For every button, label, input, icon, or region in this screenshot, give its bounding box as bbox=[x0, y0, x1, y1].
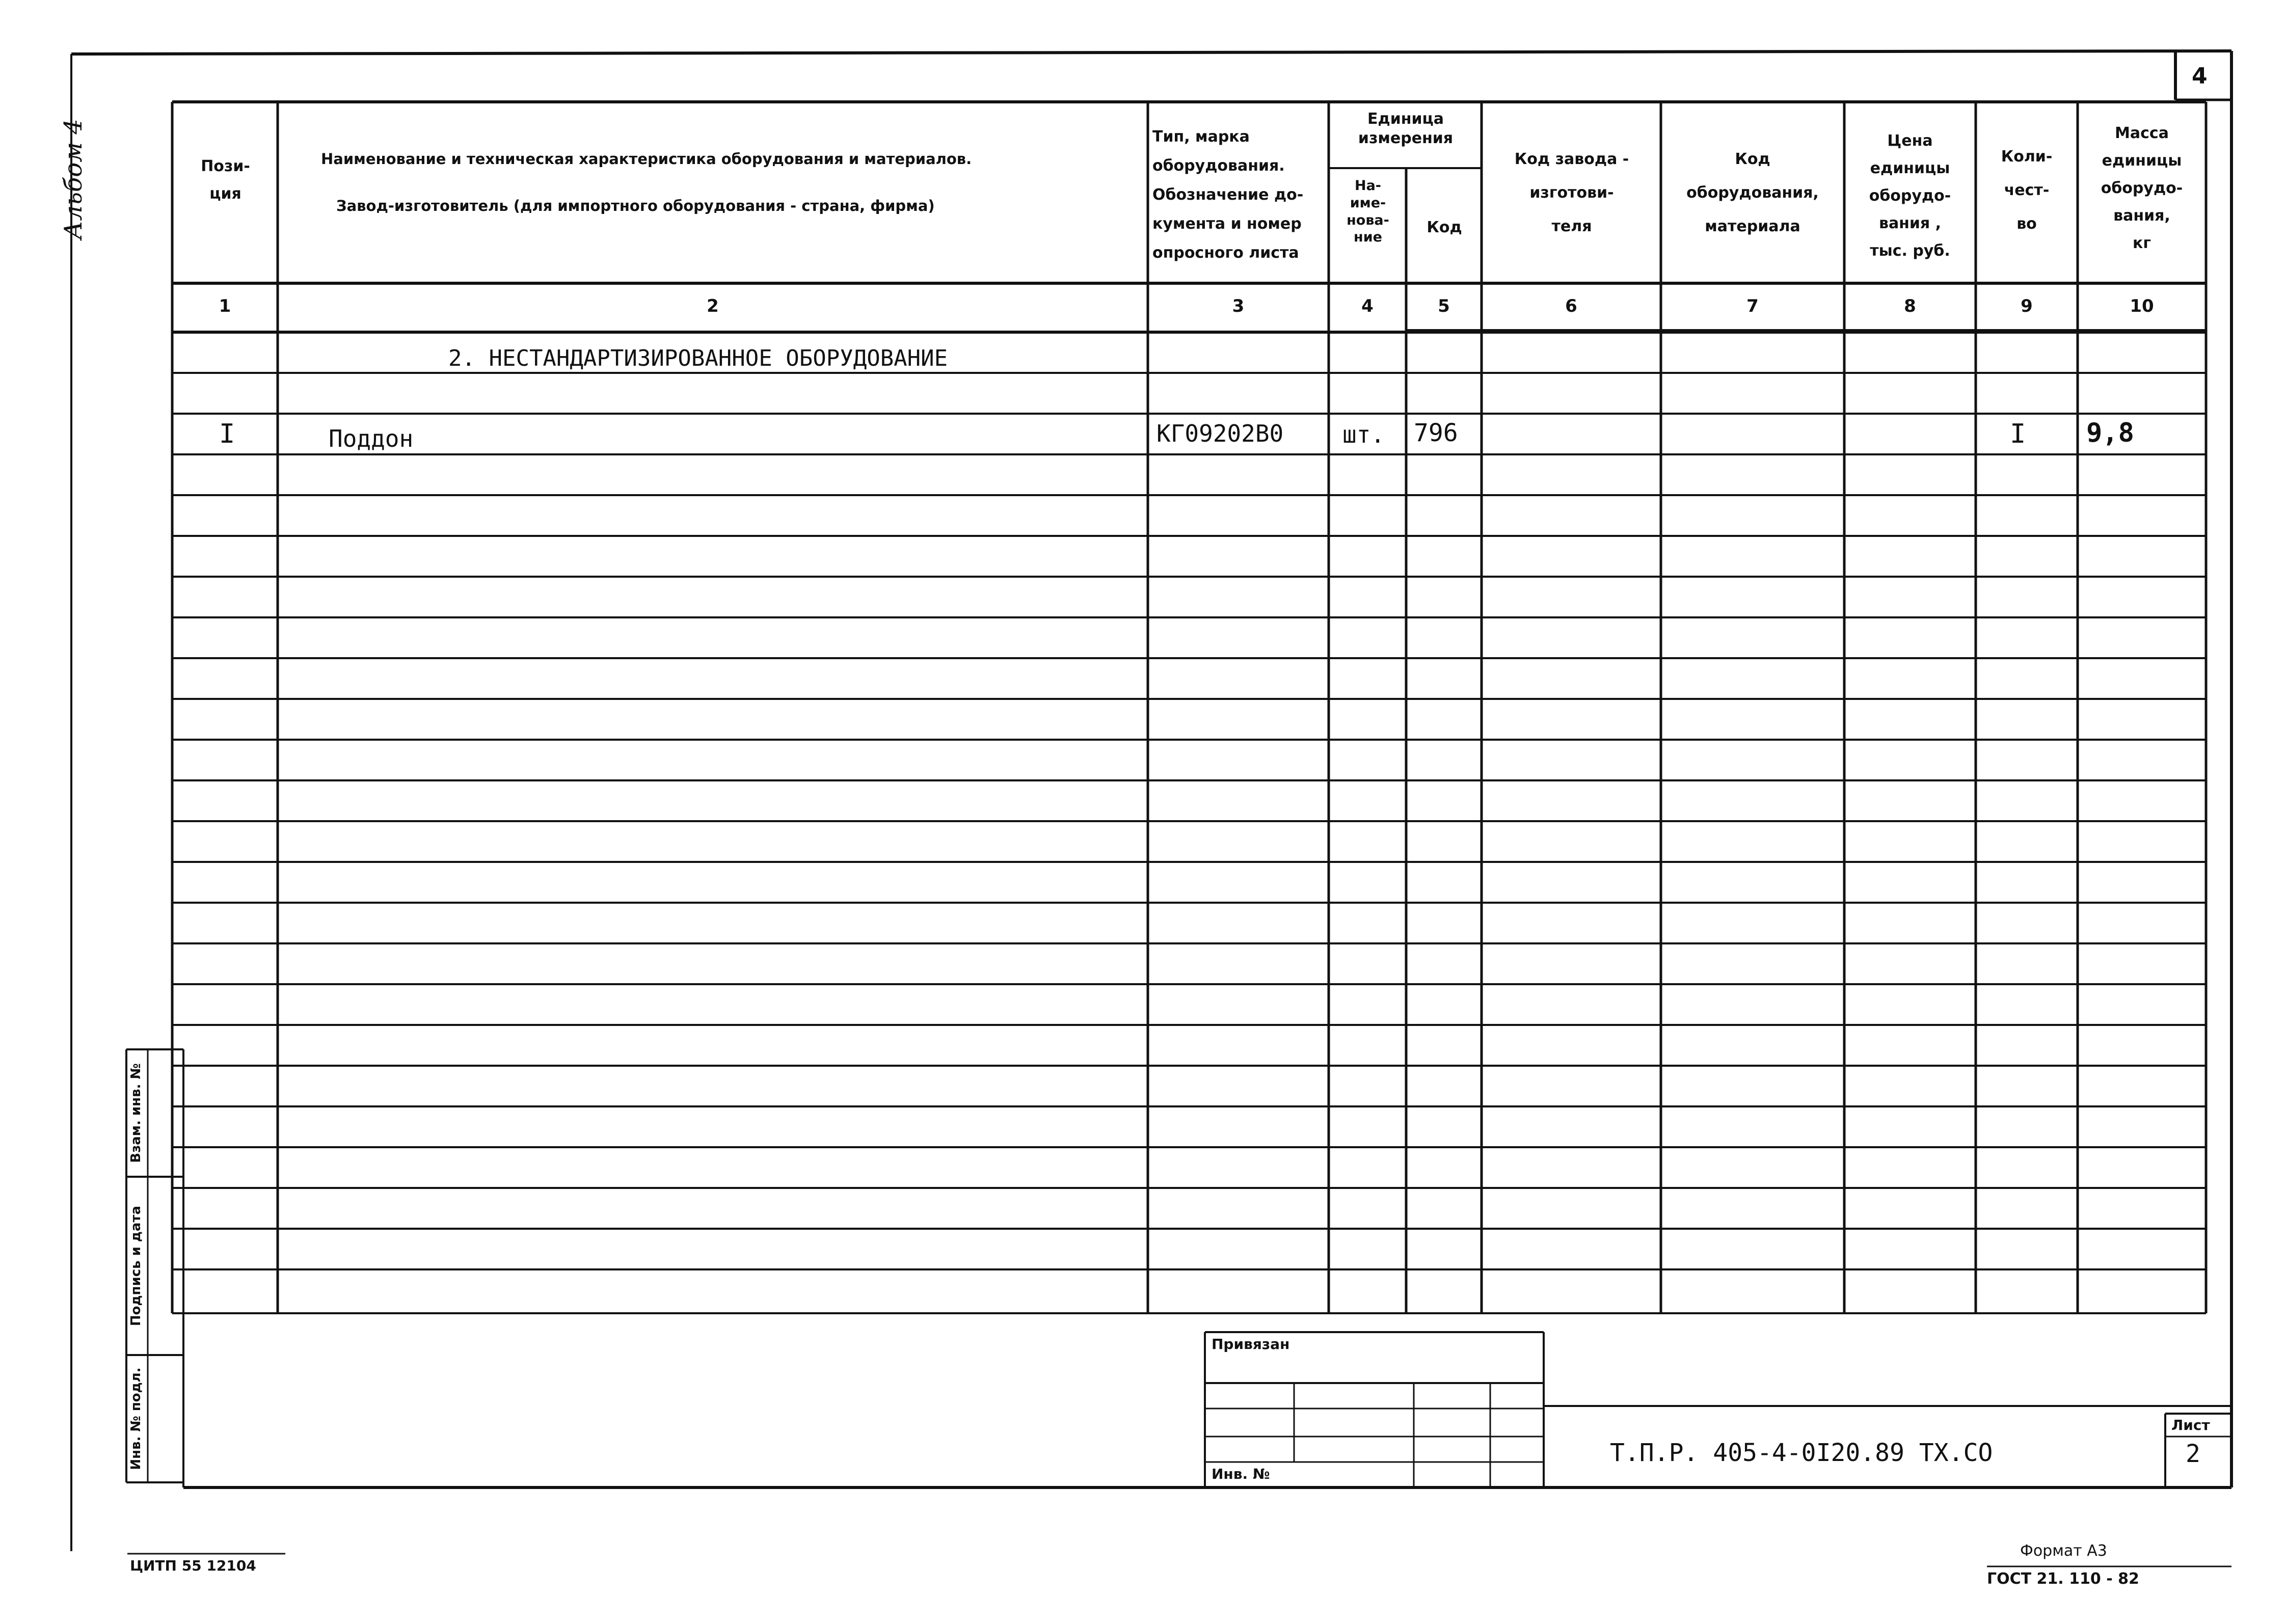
column-number-10: 10 bbox=[2130, 296, 2154, 316]
row-unit-name: шт. bbox=[1342, 421, 1385, 448]
header-unit-group: Единица измерения bbox=[1358, 110, 1454, 147]
stamp-inv-podl: Инв. № подл. bbox=[128, 1367, 144, 1470]
stamp-vzam-inv: Взам. инв. № bbox=[128, 1063, 144, 1163]
header-type-designation: Тип, марка оборудования. Обозначение до- кумента и номер опросного листа bbox=[1152, 128, 1304, 262]
header-equipment-code: Код оборудования, материала bbox=[1686, 150, 1819, 235]
column-number-5: 5 bbox=[1438, 296, 1450, 316]
footer-code: ЦИТП 55 12104 bbox=[130, 1557, 256, 1574]
column-number-7: 7 bbox=[1746, 296, 1759, 316]
header-name-line1: Наименование и техническая характеристика оборудования и материалов. bbox=[321, 150, 972, 168]
row-name: Поддон bbox=[329, 425, 414, 452]
row-position: I bbox=[219, 419, 235, 449]
row-quantity: I bbox=[2010, 419, 2026, 449]
row-designation: КГ09202В0 bbox=[1157, 420, 1284, 447]
footer-format: Формат А3 bbox=[2020, 1542, 2107, 1560]
header-unit-name: На- име- нова- ние bbox=[1347, 178, 1389, 246]
header-quantity: Коли- чест- во bbox=[2001, 148, 2053, 233]
column-number-3: 3 bbox=[1232, 296, 1245, 316]
column-number-8: 8 bbox=[1904, 296, 1916, 316]
footer-gost: ГОСТ 21. 110 - 82 bbox=[1987, 1570, 2139, 1588]
list-label: Лист bbox=[2171, 1417, 2210, 1433]
header-factory-code: Код завода - изготови- теля bbox=[1514, 150, 1629, 235]
header-unit-code: Код bbox=[1427, 219, 1462, 236]
sheet-corner-number: 4 bbox=[2192, 63, 2208, 89]
column-number-4: 4 bbox=[1361, 296, 1374, 316]
list-number: 2 bbox=[2186, 1440, 2200, 1468]
document-code: Т.П.Р. 405-4-0I20.89 ТХ.СО bbox=[1610, 1439, 1993, 1467]
header-name-line2: Завод-изготовитель (для импортного оборудования - страна, фирма) bbox=[336, 197, 935, 214]
margin-album-note: Альбом 4 bbox=[59, 119, 88, 239]
header-unit-price: Цена единицы оборудо- вания , тыс. руб. bbox=[1869, 132, 1951, 260]
column-number-9: 9 bbox=[2021, 296, 2033, 316]
column-number-6: 6 bbox=[1565, 296, 1577, 316]
privyazan-title: Привязан bbox=[1212, 1336, 1290, 1352]
column-number-2: 2 bbox=[707, 296, 719, 316]
section-title: 2. НЕСТАНДАРТИЗИРОВАННОЕ ОБОРУДОВАНИЕ bbox=[448, 345, 948, 371]
row-mass: 9,8 bbox=[2086, 418, 2134, 448]
header-position: Пози- ция bbox=[201, 157, 250, 203]
column-number-1: 1 bbox=[219, 296, 231, 316]
stamp-podpis-data: Подпись и дата bbox=[128, 1205, 144, 1327]
row-unit-code: 796 bbox=[1414, 419, 1458, 447]
header-unit-mass: Масса единицы оборудо- вания, кг bbox=[2101, 124, 2183, 252]
privyazan-inv: Инв. № bbox=[1212, 1466, 1270, 1482]
